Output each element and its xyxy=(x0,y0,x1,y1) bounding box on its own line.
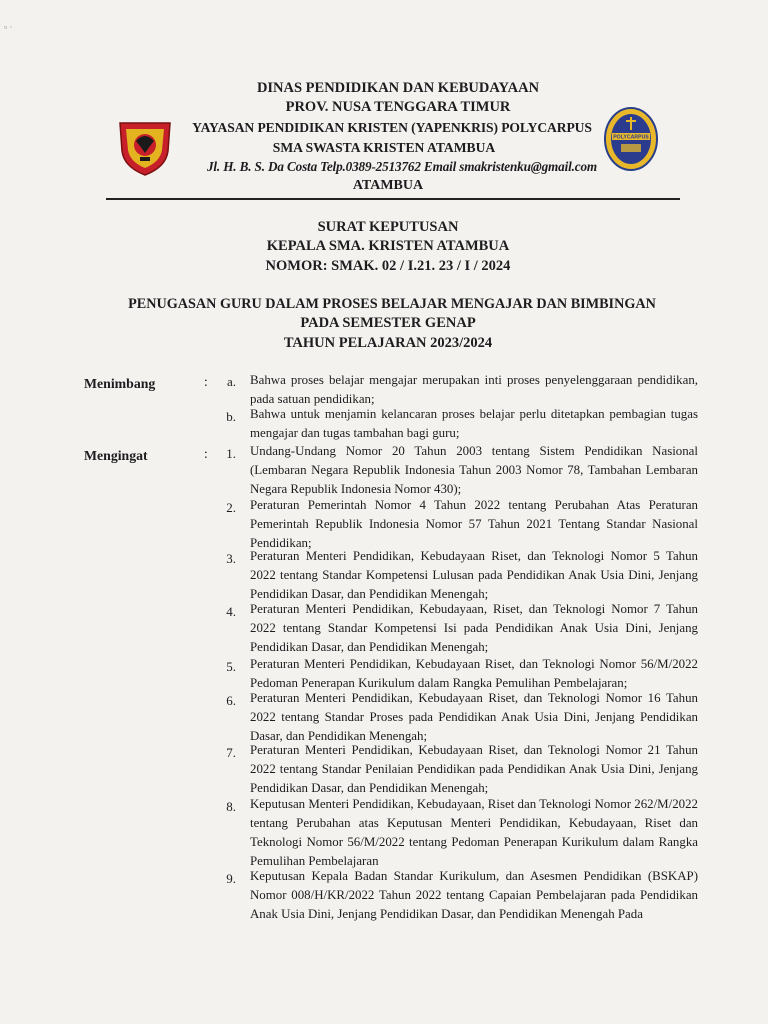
item-marker: 9. xyxy=(226,871,236,886)
mengingat-item: Keputusan Kepala Badan Standar Kurikulum, dan Asesmen Pendidikan (BSKAP) Nomor 008/H/KR/2022 Tahun 2022 tentang Capaian Pembelajaran pada Pendidikan Anak Usia Dini, Jenjang Pendidikan Dasar, dan Pendidikan Menengah Pada xyxy=(250,869,698,922)
decree-title: SURAT KEPUTUSAN xyxy=(317,219,459,235)
mengingat-item: Keputusan Menteri Pendidikan, Kebudayaan, Riset dan Teknologi Nomor 262/M/2022 tentang Perubahan atas Keputusan Menteri Pendidikan, Kebudayaan, Riset dan Teknologi Nomor 56/M/2022 tentang Pedoman Penerapan Kurikulum dalam Rangka Pemulihan Pembelajaran xyxy=(250,797,698,869)
menimbang-item: Bahwa untuk menjamin kelancaran proses belajar perlu ditetapkan pembagian tugas mengajar dan tugas tambahan bagi guru; xyxy=(250,407,698,441)
decree-subject: PENUGASAN GURU DALAM PROSES BELAJAR MENGAJAR DAN BIMBINGAN xyxy=(128,296,656,312)
decree-number: NOMOR: SMAK. 02 / I.21. 23 / I / 2024 xyxy=(265,258,511,274)
mengingat-item: Peraturan Menteri Pendidikan, Kebudayaan Riset, dan Teknologi Nomor 5 Tahun 2022 tentang Standar Kompetensi Lulusan pada Pendidikan Anak Usia Dini, Jenjang Pendidikan Dasar, dan Pendidikan Menengah; xyxy=(250,549,698,602)
item-marker: 2. xyxy=(226,500,236,515)
decree-subject-year: TAHUN PELAJARAN 2023/2024 xyxy=(283,335,493,351)
mengingat-item: Peraturan Menteri Pendidikan, Kebudayaan, Riset, dan Teknologi Nomor 7 Tahun 2022 tentang Standar Kompetensi Isi pada Pendidikan Anak Usia Dini, Jenjang Pendidikan Dasar, dan Pendidikan Menengah; xyxy=(250,602,698,655)
letterhead-address: Jl. H. B. S. Da Costa Telp.0389-2513762 Email smakristenku@gmail.com xyxy=(206,159,598,174)
mengingat-item: Peraturan Menteri Pendidikan, Kebudayaan Riset, dan Teknologi Nomor 21 Tahun 2022 tentang Standar Penilaian Pendidikan pada Pendidikan Anak Usia Dini, Jenjang Pendidikan Dasar, dan Pendidikan Menengah; xyxy=(250,743,698,796)
item-marker: 6. xyxy=(226,693,236,708)
item-marker: 3. xyxy=(226,551,236,566)
letterhead-city: ATAMBUA xyxy=(352,178,424,193)
letterhead-agency: DINAS PENDIDIKAN DAN KEBUDAYAAN xyxy=(256,80,540,96)
item-marker: a. xyxy=(226,374,236,389)
section-colon: : xyxy=(204,446,208,461)
seal-text: POLYCARPUS xyxy=(613,134,649,141)
item-marker: 8. xyxy=(226,799,236,814)
scan-artifact: ▫ · xyxy=(4,22,13,32)
item-marker: 4. xyxy=(226,604,236,619)
mengingat-item: Undang-Undang Nomor 20 Tahun 2003 tentang Sistem Pendidikan Nasional (Lembaran Negara Republik Indonesia Tahun 2003 Nomor 78, Tambahan Lembaran Negara Republik Indonesia Nomor 430); xyxy=(250,444,698,497)
item-marker: 7. xyxy=(226,745,236,760)
mengingat-item: Peraturan Menteri Pendidikan, Kebudayaan Riset, dan Teknologi Nomor 56/M/2022 Pedoman Penerapan Kurikulum dalam Rangka Pemulihan Pembelajaran; xyxy=(250,657,698,691)
section-label-menimbang: Menimbang xyxy=(84,376,156,391)
decree-subject-semester: PADA SEMESTER GENAP xyxy=(300,315,476,331)
section-colon: : xyxy=(204,374,208,389)
section-label-mengingat: Mengingat xyxy=(84,448,148,463)
item-marker: 1. xyxy=(226,446,236,461)
item-marker: 5. xyxy=(226,659,236,674)
letterhead-province: PROV. NUSA TENGGARA TIMUR xyxy=(285,99,511,115)
letterhead-divider xyxy=(106,198,680,200)
letterhead-foundation: YAYASAN PENDIDIKAN KRISTEN (YAPENKRIS) POLYCARPUS xyxy=(192,120,592,135)
menimbang-item: Bahwa proses belajar mengajar merupakan inti proses penyelenggaraan pendidikan, pada satuan pendidikan; xyxy=(250,373,698,407)
item-marker: b. xyxy=(226,409,236,424)
decree-issuer: KEPALA SMA. KRISTEN ATAMBUA xyxy=(266,238,510,254)
letterhead-school: SMA SWASTA KRISTEN ATAMBUA xyxy=(272,140,496,155)
mengingat-item: Peraturan Menteri Pendidikan, Kebudayaan Riset, dan Teknologi Nomor 16 Tahun 2022 tentang Standar Proses pada Pendidikan Anak Usia Dini, Jenjang Pendidikan Dasar, dan Pendidikan Menengah; xyxy=(250,691,698,744)
mengingat-item: Peraturan Pemerintah Nomor 4 Tahun 2022 tentang Perubahan Atas Peraturan Pemerintah Republik Indonesia Nomor 57 Tahun 2021 Tentang Standar Nasional Pendidikan; xyxy=(250,498,698,551)
